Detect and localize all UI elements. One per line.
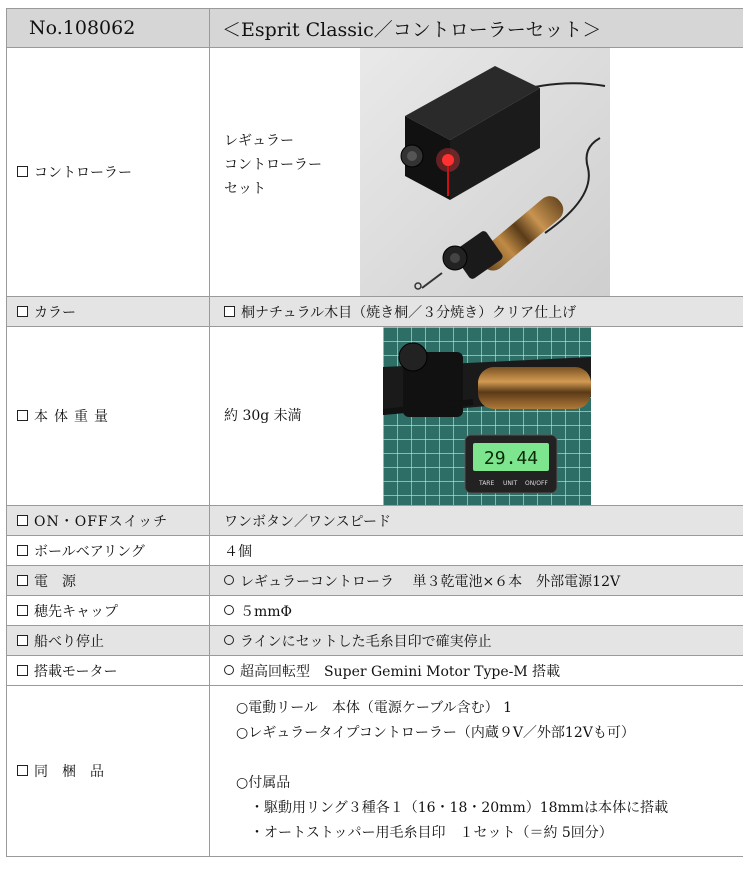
label-text: コントローラー: [34, 165, 132, 181]
desc-line: コントローラー: [224, 156, 322, 173]
bundle-line: [236, 746, 743, 771]
checkbox-icon: [17, 306, 28, 317]
value-text: ラインにセットした毛糸目印で確実停止: [240, 633, 492, 650]
label-text: カラー: [34, 304, 76, 321]
row-controller: [7, 48, 743, 297]
label-text: 穂先キャップ: [34, 603, 118, 620]
label-motor: [7, 656, 210, 686]
label-switch: [7, 506, 210, 536]
label-text: ON・OFFスイッチ: [34, 513, 169, 530]
value-tip-cap: [210, 596, 743, 626]
checkbox-icon: [17, 665, 28, 676]
header-row: [7, 9, 743, 48]
scale-button-label: TARE: [479, 480, 495, 487]
bundle-line: ○付属品: [236, 775, 291, 791]
value-color: [210, 297, 743, 327]
scale-photo: [383, 327, 591, 505]
value-bearing: ４個: [210, 536, 743, 566]
cell-weight: [210, 327, 743, 506]
value-bundle: [210, 686, 743, 857]
checkbox-icon: [17, 605, 28, 616]
row-color: [7, 297, 743, 327]
checkbox-icon: [224, 306, 235, 317]
circle-bullet-icon: [224, 665, 234, 675]
label-controller: [7, 48, 210, 297]
label-text: 本体重量: [34, 409, 114, 425]
bundle-line: ○レギュラータイプコントローラー（内蔵９V／外部12Vも可）: [236, 725, 635, 741]
scale-button-label: ON/OFF: [525, 480, 548, 487]
label-text: 同 梱 品: [34, 764, 104, 780]
label-text: ボールベアリング: [34, 543, 145, 560]
label-stop: [7, 626, 210, 656]
checkbox-icon: [17, 515, 28, 526]
circle-bullet-icon: [224, 605, 234, 615]
label-text: 電 源: [34, 573, 76, 590]
circle-bullet-icon: [224, 635, 234, 645]
checkbox-icon: [17, 575, 28, 586]
value-text: ５mmΦ: [240, 603, 293, 620]
value-text: 超高回転型 Super Gemini Motor Type-M 搭載: [240, 663, 561, 680]
bundle-line: ○電動リール 本体（電源ケーブル含む） 1: [236, 700, 513, 716]
label-bundle: [7, 686, 210, 857]
value-switch: ワンボタン／ワンスピード: [210, 506, 743, 536]
desc-line: セット: [224, 180, 266, 197]
label-color: [7, 297, 210, 327]
row-switch: [7, 506, 743, 536]
product-title: ＜Esprit Classic／コントローラーセット＞: [210, 9, 743, 48]
label-power: [7, 566, 210, 596]
controller-description: [224, 129, 322, 201]
cell-controller: [210, 48, 743, 297]
label-text: 船べり停止: [34, 633, 104, 650]
controller-photo: [360, 48, 610, 296]
value-motor: [210, 656, 743, 686]
checkbox-icon: [17, 545, 28, 556]
scale-button-label: UNIT: [503, 480, 518, 487]
row-tip-cap: [7, 596, 743, 626]
desc-line: レギュラー: [224, 132, 294, 149]
row-stop: [7, 626, 743, 656]
row-bundle: [7, 686, 743, 857]
checkbox-icon: [17, 635, 28, 646]
row-motor: [7, 656, 743, 686]
row-power: [7, 566, 743, 596]
spec-sheet: [6, 8, 737, 857]
checkbox-icon: [17, 166, 28, 177]
label-text: 搭載モーター: [34, 663, 118, 680]
bundle-line: ・駆動用リング３種各１（16・18・20mm）18mmは本体に搭載: [250, 800, 669, 816]
label-tip-cap: [7, 596, 210, 626]
label-bearing: [7, 536, 210, 566]
value-text: 桐ナチュラル木目（焼き桐／３分焼き）クリア仕上げ: [241, 304, 577, 321]
product-number: No.108062: [7, 9, 210, 48]
row-bearing: [7, 536, 743, 566]
row-weight: [7, 327, 743, 506]
label-weight: [7, 327, 210, 506]
bundle-line: ・オートストッパー用毛糸目印 １セット（＝約 5回分）: [250, 825, 613, 841]
checkbox-icon: [17, 410, 28, 421]
weight-value: 約 30g 未満: [224, 408, 302, 424]
value-stop: [210, 626, 743, 656]
checkbox-icon: [17, 765, 28, 776]
scale-reading: 29.44: [483, 448, 539, 469]
spec-table: [6, 8, 743, 857]
value-text: レギュラーコントローラ 単３乾電池×６本 外部電源12V: [240, 573, 621, 590]
value-power: [210, 566, 743, 596]
circle-bullet-icon: [224, 575, 234, 585]
